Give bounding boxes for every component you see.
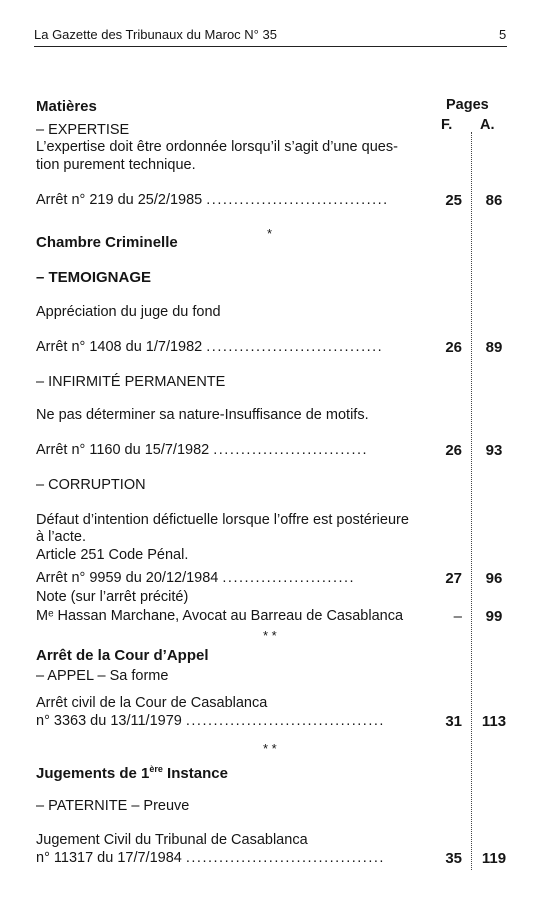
temoignage-page-a: 89 [485, 339, 503, 356]
expertise-page-f: 25 [445, 192, 462, 209]
appel-ref-text: n° 3363 du 13/11/1979 [36, 713, 182, 729]
infirmite-page-a: 93 [485, 442, 503, 459]
paternite-page-a: 119 [481, 850, 507, 867]
expertise-title: – EXPERTISE [36, 122, 130, 138]
leader-dots: ............................ [213, 442, 369, 458]
corruption-note-page-f: – [453, 608, 462, 625]
appel-page-a: 113 [481, 713, 507, 730]
separator-stars: * * [263, 628, 277, 643]
infirmite-desc: Ne pas déterminer sa nature-Insuffisance de motifs. [36, 407, 369, 423]
jugements-heading-suffix: Instance [162, 765, 228, 782]
paternite-page-f: 35 [445, 850, 462, 867]
header-rule [34, 46, 507, 47]
paternite-ref-text: n° 11317 du 17/7/1984 [36, 850, 182, 866]
expertise-desc-line1: L’expertise doit être ordonnée lorsqu’il s’agit d’une ques- [36, 139, 398, 155]
temoignage-ref-text: Arrêt n° 1408 du 1/7/1982 [36, 339, 203, 355]
appel-title: – APPEL – Sa forme [36, 668, 169, 684]
temoignage-page-f: 26 [445, 339, 462, 356]
corruption-ref-text: Arrêt n° 9959 du 20/12/1984 [36, 570, 219, 586]
corruption-note-author: Mᵉ Hassan Marchane, Avocat au Barreau de Casablanca [36, 608, 404, 624]
temoignage-desc: Appréciation du juge du fond [36, 304, 221, 320]
column-separator [471, 132, 472, 870]
appel-page-f: 31 [445, 713, 462, 730]
leader-dots: ................................ [206, 339, 384, 355]
leader-dots: .................................... [185, 850, 385, 866]
expertise-ref [36, 192, 389, 208]
corruption-note: Note (sur l’arrêt précité) [36, 589, 189, 605]
separator-star: * [267, 226, 273, 241]
jugements-heading-text: Jugements de 1 [36, 765, 150, 782]
jugements-heading-sup: ère [149, 764, 163, 774]
paternite-title: – PATERNITE – Preuve [36, 798, 190, 814]
paternite-desc: Jugement Civil du Tribunal de Casablanca [36, 832, 308, 848]
infirmite-ref-text: Arrêt n° 1160 du 15/7/1982 [36, 442, 210, 458]
corruption-desc-line1: Défaut d’intention défictuelle lorsque l’offre est postérieure [36, 512, 409, 528]
temoignage-ref [36, 339, 383, 355]
expertise-ref-text: Arrêt n° 219 du 25/2/1985 [36, 192, 203, 208]
infirmite-title: – INFIRMITÉ PERMANENTE [36, 374, 226, 390]
infirmite-page-f: 26 [445, 442, 462, 459]
separator-stars: * * [263, 741, 277, 756]
column-f-heading: F. [441, 117, 453, 133]
leader-dots: ................................. [206, 192, 389, 208]
corruption-title: – CORRUPTION [36, 477, 146, 493]
matieres-heading: Matières [36, 98, 97, 115]
page-number: 5 [499, 27, 507, 42]
corruption-desc-line2: à l’acte. [36, 529, 86, 545]
infirmite-ref [36, 442, 368, 458]
paternite-ref [36, 850, 385, 866]
appel-desc: Arrêt civil de la Cour de Casablanca [36, 695, 268, 711]
leader-dots: ........................ [222, 570, 356, 586]
corruption-ref [36, 570, 355, 586]
chambre-criminelle-heading: Chambre Criminelle [36, 234, 178, 251]
corruption-desc-line3: Article 251 Code Pénal. [36, 547, 189, 563]
corruption-note-page-a: 99 [485, 608, 503, 625]
temoignage-title: – TEMOIGNAGE [36, 269, 152, 286]
corruption-page-f: 27 [445, 570, 462, 587]
column-a-heading: A. [480, 117, 495, 133]
cour-appel-heading: Arrêt de la Cour d’Appel [36, 647, 209, 664]
leader-dots: .................................... [185, 713, 385, 729]
jugements-heading [36, 764, 228, 782]
expertise-page-a: 86 [485, 192, 503, 209]
pages-heading: Pages [446, 97, 489, 113]
appel-ref [36, 713, 385, 729]
expertise-desc-line2: tion purement technique. [36, 157, 196, 173]
running-header-title: La Gazette des Tribunaux du Maroc N° 35 [34, 27, 277, 42]
corruption-page-a: 96 [485, 570, 503, 587]
